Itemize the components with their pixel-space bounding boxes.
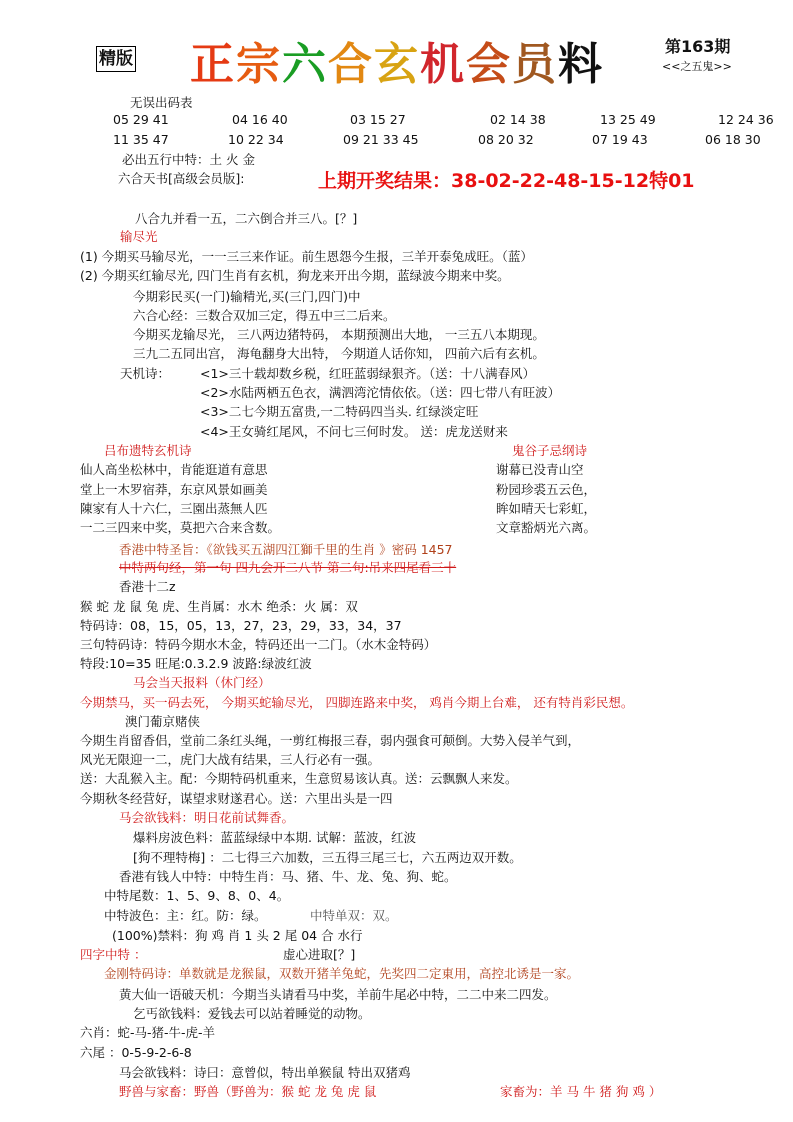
text-line: 今期秋冬经营好，谋望求财遂君心。送：六里出头是一四 xyxy=(80,791,393,806)
text-line: 香港十二z xyxy=(119,579,176,594)
codes-cell: 10 22 34 xyxy=(228,132,284,147)
codes-cell: 04 16 40 xyxy=(232,112,288,127)
title-char: 机 xyxy=(420,39,466,90)
codes-cell: 05 29 41 xyxy=(113,112,169,127)
text-line: 三九二五同出宫， 海龟翻身大出特， 今期道人话你知， 四前六后有玄机。 xyxy=(133,346,545,361)
text-line: 马会欲钱料：诗曰：意曾似，特出单猴鼠 特出双猪鸡 xyxy=(119,1065,411,1080)
text-line: 黄大仙一语破天机：今期当头请看马中奖，羊前牛尾必中特，二二中来二四发。 xyxy=(119,987,557,1002)
text-line: 六肖：蛇-马-猪-牛-虎-羊 xyxy=(80,1025,216,1040)
text-line: (100%)禁料：狗 鸡 肖 1 头 2 尾 04 合 水行 xyxy=(112,928,363,943)
text-line: 香港有钱人中特：中特生肖：马、猪、牛、龙、兔、狗、蛇。 xyxy=(119,869,457,884)
poem-line: 陳家有人十六仁，三園出蒸無人匹 xyxy=(80,501,268,516)
text-line: 中特单双：双。 xyxy=(310,908,398,923)
edition-badge: 精版 xyxy=(96,46,136,72)
text-line: [狗不理特梅] ：二七得三六加数，三五得三尾三七，六五两边双开数。 xyxy=(133,850,522,865)
codes-cell: 12 24 36 xyxy=(718,112,774,127)
bahe-line: 八合九并看一五，二六倒合并三八。[？] xyxy=(135,211,358,226)
poem-line: 一二三四来中奖，莫把六合来含数。 xyxy=(80,520,281,535)
five-elements: 必出五行中特：土 火 金 xyxy=(122,152,255,167)
title-char: 宗 xyxy=(236,39,282,90)
poem-title-right: 鬼谷子忌纲诗 xyxy=(512,443,588,458)
text-line: (1) 今期买马输尽光，一一三三来作证。前生恩怨今生报，三羊开泰兔成旺。（蓝） xyxy=(80,249,533,264)
tianji-line: <4>王女骑红尾风，不问七三何时发。 送：虎龙送财来 xyxy=(200,424,508,439)
sizi-label: 四字中特 ： xyxy=(80,947,147,962)
poem-line: 文章豁炳光六离。 xyxy=(496,520,597,535)
section-title: 澳门葡京赌侠 xyxy=(125,714,201,729)
jingang-line: 金刚特码诗：单数就是龙猴鼠，双数开猪羊兔蛇，先奖四二定東用，高控北诱是一家。 xyxy=(104,966,580,981)
issue-subtitle: <<之五鬼>> xyxy=(662,60,732,73)
codes-cell: 02 14 38 xyxy=(490,112,546,127)
text-line: 六合心经：三数合双加三定，得五中三二后来。 xyxy=(133,308,396,323)
last-result: 上期开奖结果：38-02-22-48-15-12特01 xyxy=(318,170,695,192)
text-line: 今期买龙输尽光， 三八两边猪特码， 本期预测出大地， 一三五八本期现。 xyxy=(133,327,545,342)
text-line: 猴 蛇 龙 鼠 兔 虎、生肖属：水木 绝杀：火 属：双 xyxy=(80,599,358,614)
tianji-line: <3>二七今期五富贵,一二特码四当头. 红绿淡定旺 xyxy=(200,404,479,419)
warning-line: 今期禁马，买一码去死， 今期买蛇输尽光， 四脚连路来中奖， 鸡肖今期上台难， 还有特肖彩民想。 xyxy=(80,695,634,710)
yeshou-line: 野兽与家畜：野兽（野兽为：猴 蛇 龙 兔 虎 鼠 xyxy=(119,1084,377,1099)
poem-line: 谢幕已没青山空 xyxy=(496,462,584,477)
page-title xyxy=(190,28,604,92)
hk-title: 香港中特圣旨：《欲钱买五湖四江獅千里的生肖 》密码 1457 xyxy=(119,542,453,557)
codes-cell: 13 25 49 xyxy=(600,112,656,127)
poem-line: 粉园珍裘五云色， xyxy=(496,482,597,497)
section-title: 输尽光 xyxy=(120,229,158,244)
text-line: 中特尾数：1、5、9、8、0、4。 xyxy=(104,888,290,903)
codes-cell: 08 20 32 xyxy=(478,132,534,147)
codes-cell: 03 15 27 xyxy=(350,112,406,127)
poem-line: 眸如晴天七彩虹， xyxy=(496,501,597,516)
codes-cell: 06 18 30 xyxy=(705,132,761,147)
tianshu-label: 六合天书[高级会员版]: xyxy=(118,171,245,186)
codes-cell: 11 35 47 xyxy=(113,132,169,147)
text-line: 三句特码诗：特码今期水木金，特码还出一二门。（水木金特码） xyxy=(80,637,437,652)
poem-title-left: 吕布遗特玄机诗 xyxy=(104,443,192,458)
poem-line: 堂上一木罗宿莽，东京风景如画美 xyxy=(80,482,268,497)
text-line: 六尾 ：0-5-9-2-6-8 xyxy=(80,1045,192,1060)
section-title: 马会当天报料（休门经） xyxy=(133,675,271,690)
text-line: 送：大乱猴入主。配：今期特码机重来，生意贸易该认真。送：云飘飘人来发。 xyxy=(80,771,518,786)
jiachu-line: 家畜为：羊 马 牛 猪 狗 鸡 ） xyxy=(500,1084,662,1099)
title-char: 会 xyxy=(466,39,512,90)
text-line: 乞丐欲钱料：爱钱去可以站着睡觉的动物。 xyxy=(133,1006,371,1021)
title-char: 员 xyxy=(512,39,558,90)
section-title: 马会欲钱料：明日花前试舞香。 xyxy=(119,810,295,825)
text-line: 特码诗：08，15，05，13，27，23，29，33，34，37 xyxy=(80,618,402,633)
title-char: 玄 xyxy=(374,39,420,90)
codes-cell: 07 19 43 xyxy=(592,132,648,147)
text-line: (2) 今期买红输尽光, 四门生肖有玄机，狗龙来开出今期，蓝绿波今期来中奖。 xyxy=(80,268,510,283)
codes-cell: 09 21 33 45 xyxy=(343,132,419,147)
liangju-line: 中特两句经，第一句 四九会开二八节 第二句:吊来四尾看三十 xyxy=(119,560,457,575)
title-char: 合 xyxy=(328,39,374,90)
text-line: 中特波色：主：红。防：绿。 xyxy=(104,908,267,923)
tianji-line: <1>三十载却数乡税，红旺蓝弱绿狠齐。（送：十八满春风） xyxy=(200,366,536,381)
issue-number: 第163期 xyxy=(665,37,731,56)
sizi-value: 虚心进取[？] xyxy=(283,947,356,962)
text-line: 今期彩民买(一门)输精光,买(三门,四门)中 xyxy=(133,289,361,304)
title-char: 六 xyxy=(282,39,328,90)
title-char: 料 xyxy=(558,39,604,90)
codes-label: 无误出码表 xyxy=(130,95,193,110)
text-line: 今期生肖留香侣，堂前二条红头绳，一剪红梅报三春，弱内强食可颠倒。大势入侵羊气到， xyxy=(80,733,581,748)
text-line: 爆料房波色料：蓝蓝绿绿中本期. 试解：蓝波，红波 xyxy=(133,830,416,845)
tianji-label: 天机诗： xyxy=(120,366,171,381)
tianji-line: <2>水陆两栖五色衣，满泗湾沱情依依。（送：四七带八有旺波） xyxy=(200,385,561,400)
title-char: 正 xyxy=(190,39,236,90)
poem-line: 仙人高坐松林中，肯能逛道有意思 xyxy=(80,462,268,477)
text-line: 风光无限迎一二，虎门大战有结果，三人行必有一强。 xyxy=(80,752,381,767)
text-line: 特段:10=35 旺尾:0.3.2.9 波路:绿波红波 xyxy=(80,656,312,671)
